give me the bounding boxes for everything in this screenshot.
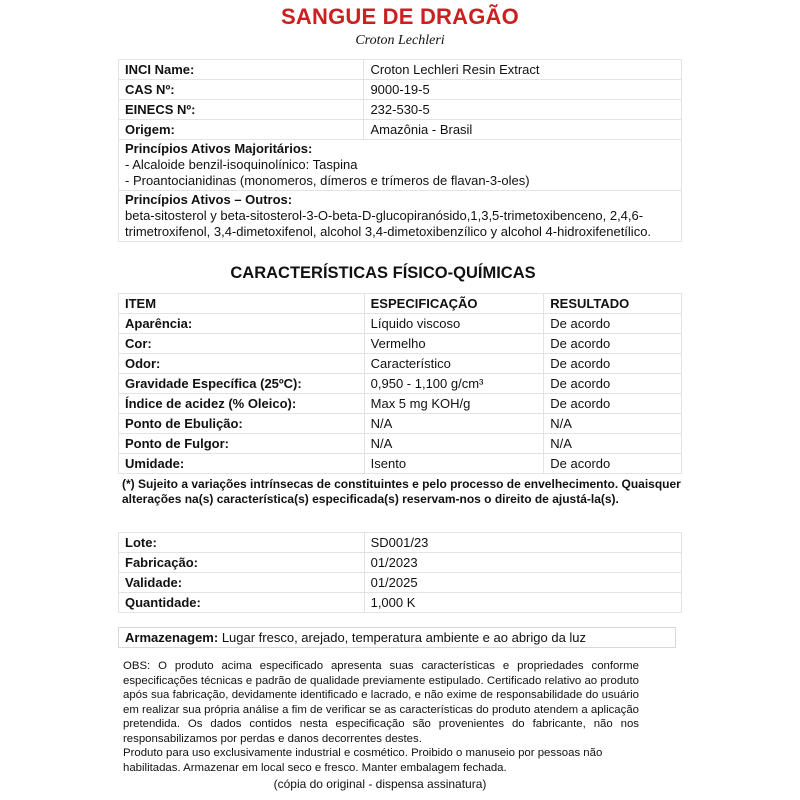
- batch-table: [118, 532, 682, 613]
- table-row: [119, 120, 682, 140]
- batch-value: 01/2023: [364, 553, 681, 573]
- actives-major-line: - Alcaloide benzil-isoquinolínico: Taspina: [125, 157, 358, 172]
- table-row: [119, 314, 682, 334]
- batch-value: SD001/23: [364, 533, 681, 553]
- identity-table: [118, 59, 682, 242]
- obs-paragraph: Produto para uso exclusivamente industrial e cosmético. Proibido o manuseio por pessoas não habilitadas. Armazenar em local seco e fresco. Manter embalagem fechada.: [123, 747, 603, 774]
- table-row: [119, 334, 682, 354]
- item-cell: Cor:: [119, 334, 365, 354]
- actives-major-line: - Proantocianidinas (monomeros, dímeros e trímeros de flavan-3-oles): [125, 173, 530, 188]
- actives-major-heading: Princípios Ativos Majoritários:: [125, 141, 313, 156]
- physchem-table: [118, 293, 682, 474]
- spec-cell: N/A: [364, 414, 544, 434]
- item-cell: Ponto de Fulgor:: [119, 434, 365, 454]
- result-cell: N/A: [544, 434, 682, 454]
- storage-box: [118, 627, 676, 648]
- spec-cell: Líquido viscoso: [364, 314, 544, 334]
- table-row: [119, 354, 682, 374]
- actives-other-row: [119, 191, 682, 242]
- table-row: [119, 573, 682, 593]
- item-cell: Odor:: [119, 354, 365, 374]
- batch-value: 01/2025: [364, 573, 681, 593]
- actives-major-row: [119, 140, 682, 191]
- spec-cell: Vermelho: [364, 334, 544, 354]
- spec-cell: Característico: [364, 354, 544, 374]
- column-header: ESPECIFICAÇÃO: [364, 294, 544, 314]
- actives-other-heading: Princípios Ativos – Outros:: [125, 192, 293, 207]
- table-row: [119, 80, 682, 100]
- batch-label: Quantidade:: [119, 593, 365, 613]
- storage-text: Lugar fresco, arejado, temperatura ambiente e ao abrigo da luz: [218, 630, 587, 645]
- table-row: [119, 454, 682, 474]
- batch-value: 1,000 K: [364, 593, 681, 613]
- table-row: [119, 394, 682, 414]
- identity-value: Amazônia - Brasil: [364, 120, 682, 140]
- table-header-row: [119, 294, 682, 314]
- identity-label: INCI Name:: [119, 60, 364, 80]
- column-header: RESULTADO: [544, 294, 682, 314]
- batch-label: Fabricação:: [119, 553, 365, 573]
- observations: [123, 659, 639, 775]
- item-cell: Aparência:: [119, 314, 365, 334]
- identity-label: Origem:: [119, 120, 364, 140]
- table-row: [119, 100, 682, 120]
- batch-label: Validade:: [119, 573, 365, 593]
- table-row: [119, 533, 682, 553]
- actives-other-text: beta-sitosterol y beta-sitosterol-3-O-beta-D-glucopiranósido,1,3,5-trimetoxibenceno, 2,4,6-trimetroxifenol, 3,4-dimetoxifenol, alcohol 3,4-dimetoxibenzílico y alcohol 4-hidroxifenetílico.: [125, 208, 652, 239]
- result-cell: De acordo: [544, 394, 682, 414]
- spec-cell: 0,950 - 1,100 g/cm³: [364, 374, 544, 394]
- identity-label: CAS Nº:: [119, 80, 364, 100]
- section-title: CARACTERÍSTICAS FÍSICO-QUÍMICAS: [230, 264, 536, 282]
- item-cell: Gravidade Específica (25ºC):: [119, 374, 365, 394]
- variation-note: (*) Sujeito a variações intrínsecas de constituintes e pelo processo de envelhecimento. Quaisquer alterações na(s) característica(s) especificada(s) reservam-nos o direito de ajustá-la(s).: [122, 477, 681, 506]
- spec-cell: Isento: [364, 454, 544, 474]
- page-title: SANGUE DE DRAGÃO: [281, 4, 519, 29]
- table-row: [119, 60, 682, 80]
- table-row: [119, 593, 682, 613]
- identity-value: Croton Lechleri Resin Extract: [364, 60, 682, 80]
- result-cell: De acordo: [544, 314, 682, 334]
- spec-cell: Max 5 mg KOH/g: [364, 394, 544, 414]
- identity-label: EINECS Nº:: [119, 100, 364, 120]
- result-cell: De acordo: [544, 374, 682, 394]
- column-header: ITEM: [119, 294, 365, 314]
- identity-value: 9000-19-5: [364, 80, 682, 100]
- footer-note: (cópia do original - dispensa assinatura): [273, 777, 487, 791]
- table-row: [119, 374, 682, 394]
- result-cell: De acordo: [544, 334, 682, 354]
- actives-major-cell: [119, 140, 682, 191]
- item-cell: Ponto de Ebulição:: [119, 414, 365, 434]
- table-row: [119, 414, 682, 434]
- spec-cell: N/A: [364, 434, 544, 454]
- result-cell: N/A: [544, 414, 682, 434]
- table-row: [119, 434, 682, 454]
- item-cell: Índice de acidez (% Oleico):: [119, 394, 365, 414]
- actives-other-cell: [119, 191, 682, 242]
- result-cell: De acordo: [544, 454, 682, 474]
- page-subtitle: Croton Lechleri: [355, 33, 445, 48]
- obs-paragraph: OBS: O produto acima especificado apresenta suas características e propriedades conforme especificações técnicas e padrão de qualidade previamente estipulado. Certificado relativo ao produto após sua fabricação, devidamente identificado e lacrado, e não exime de responsabilidade do usuário em realizar sua própria análise a fim de verificar se as características do produto atendem a aplicação pretendida. Os dados contidos nesta especificação são provenientes do fabricante, não nos responsabilizamos por perdas e danos decorrentes destes.: [123, 660, 639, 745]
- table-row: [119, 553, 682, 573]
- identity-value: 232-530-5: [364, 100, 682, 120]
- result-cell: De acordo: [544, 354, 682, 374]
- item-cell: Umidade:: [119, 454, 365, 474]
- batch-label: Lote:: [119, 533, 365, 553]
- storage-label: Armazenagem:: [125, 630, 219, 645]
